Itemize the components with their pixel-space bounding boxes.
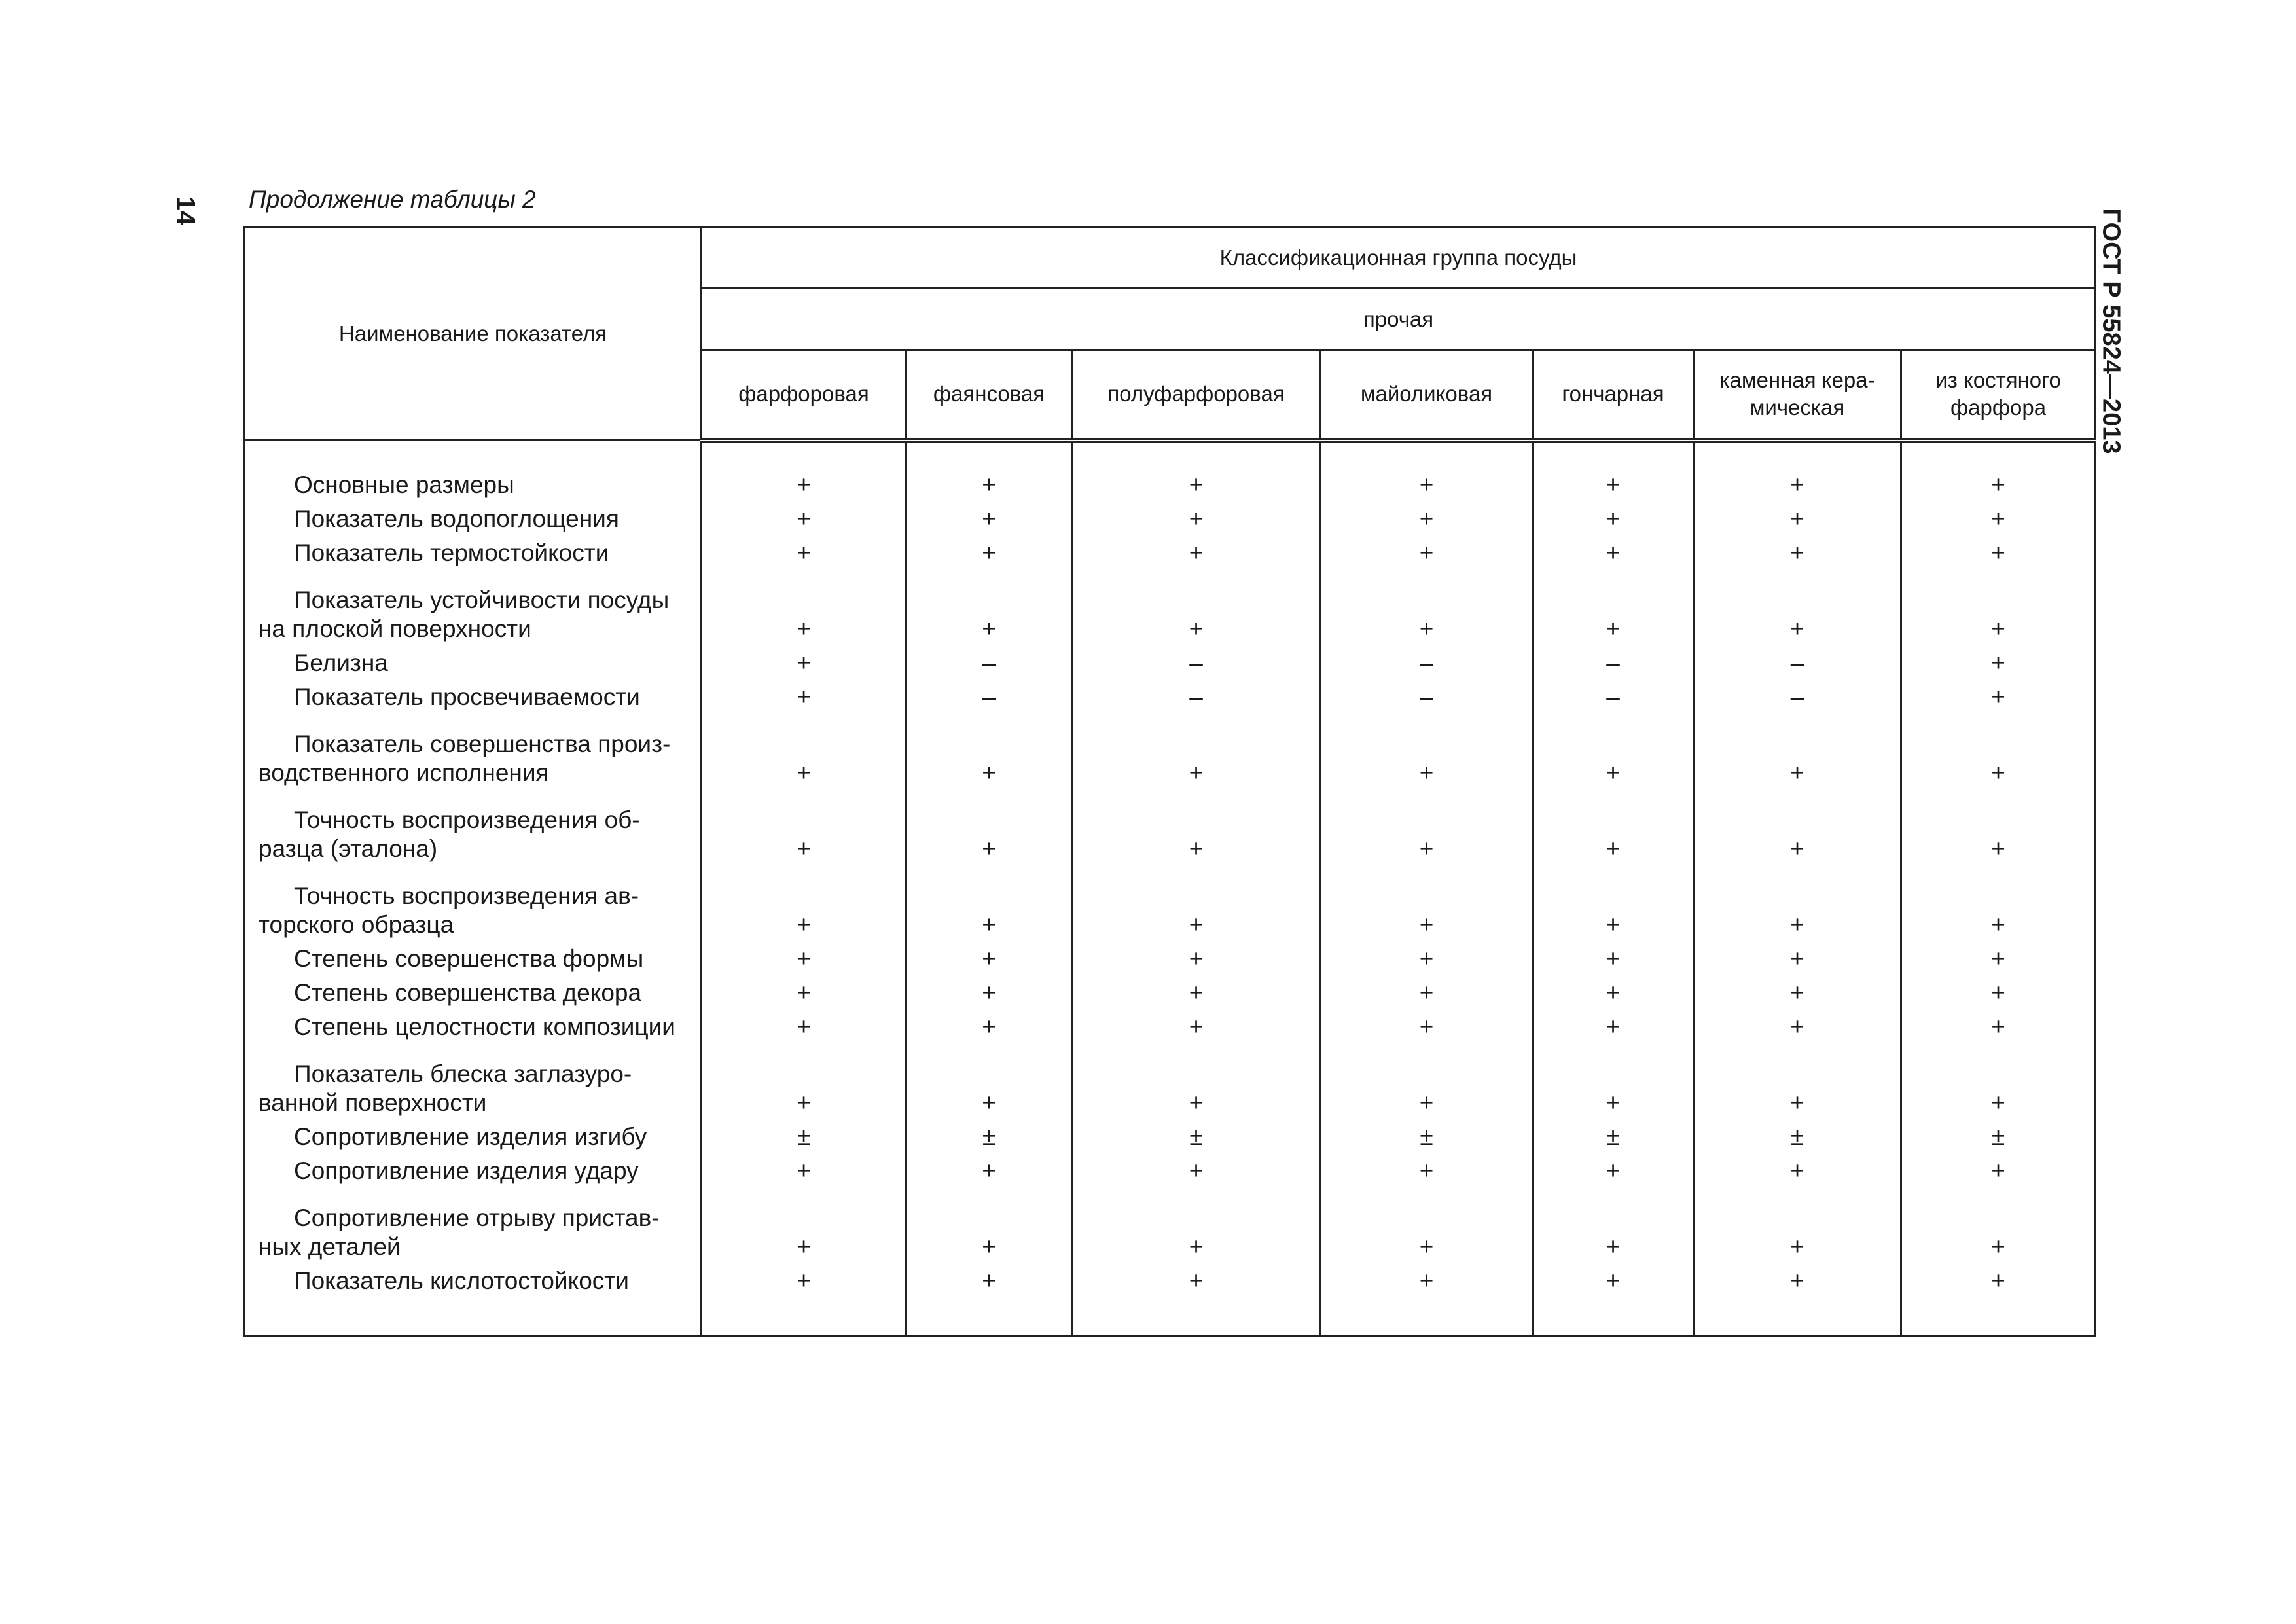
applicability-mark: ± — [1694, 1120, 1901, 1154]
indicator-name: Показатель совершенства произ-водственного исполнения — [245, 714, 702, 790]
indicator-name: Белизна — [245, 646, 702, 680]
column-header: фарфоровая — [702, 350, 906, 441]
applicability-mark: + — [1694, 790, 1901, 866]
applicability-mark: – — [1072, 646, 1321, 680]
applicability-mark: + — [1533, 1010, 1694, 1044]
applicability-mark: – — [906, 646, 1072, 680]
column-header: каменная кера-мическая — [1694, 350, 1901, 441]
table-row — [245, 790, 2096, 866]
indicators-table — [243, 226, 2096, 1337]
applicability-mark: + — [1901, 646, 2096, 680]
applicability-mark: + — [1321, 790, 1533, 866]
applicability-mark: ± — [1533, 1120, 1694, 1154]
applicability-mark: + — [906, 1044, 1072, 1120]
applicability-mark: + — [906, 536, 1072, 570]
page-number: 14 — [171, 196, 200, 226]
indicator-name: Показатель блеска заглазуро-ванной поверхности — [245, 1044, 702, 1120]
applicability-mark: + — [1901, 1010, 2096, 1044]
applicability-mark: + — [1694, 714, 1901, 790]
applicability-mark: + — [1072, 1264, 1321, 1336]
applicability-mark: + — [1901, 1264, 2096, 1336]
applicability-mark: + — [1901, 536, 2096, 570]
applicability-mark: – — [1694, 680, 1901, 714]
table-caption: Продолжение таблицы 2 — [249, 186, 536, 213]
applicability-mark: + — [702, 570, 906, 646]
applicability-mark: + — [1901, 570, 2096, 646]
applicability-mark: + — [702, 1154, 906, 1188]
applicability-mark: + — [1321, 1188, 1533, 1264]
table-row — [245, 976, 2096, 1010]
applicability-mark: + — [1694, 1010, 1901, 1044]
indicator-name: Степень целостности композиции — [245, 1010, 702, 1044]
applicability-mark: + — [1901, 441, 2096, 502]
applicability-mark: + — [1533, 1044, 1694, 1120]
indicator-name: Сопротивление отрыву пристав-ных деталей — [245, 1188, 702, 1264]
applicability-mark: + — [1694, 1154, 1901, 1188]
applicability-mark: + — [1533, 942, 1694, 976]
applicability-mark: + — [1901, 502, 2096, 536]
applicability-mark: + — [906, 714, 1072, 790]
applicability-mark: + — [1901, 714, 2096, 790]
table-row — [245, 502, 2096, 536]
applicability-mark: – — [1694, 646, 1901, 680]
applicability-mark: + — [1694, 570, 1901, 646]
applicability-mark: + — [702, 976, 906, 1010]
applicability-mark: + — [1321, 502, 1533, 536]
applicability-mark: + — [702, 714, 906, 790]
column-header: полуфарфоровая — [1072, 350, 1321, 441]
applicability-mark: + — [1901, 1044, 2096, 1120]
table-row — [245, 536, 2096, 570]
indicator-name: Точность воспроизведения ав-торского образца — [245, 866, 702, 942]
indicator-name: Показатель кислотостойкости — [245, 1264, 702, 1336]
applicability-mark: + — [906, 1188, 1072, 1264]
table-row — [245, 441, 2096, 502]
indicator-name: Показатель водопоглощения — [245, 502, 702, 536]
applicability-mark: + — [1694, 536, 1901, 570]
table-row — [245, 1154, 2096, 1188]
applicability-mark: + — [1694, 1044, 1901, 1120]
applicability-mark: + — [1321, 441, 1533, 502]
applicability-mark: + — [1072, 866, 1321, 942]
applicability-mark: + — [906, 866, 1072, 942]
applicability-mark: + — [702, 441, 906, 502]
applicability-mark: + — [1694, 866, 1901, 942]
table-row — [245, 646, 2096, 680]
applicability-mark: + — [1694, 1264, 1901, 1336]
applicability-mark: + — [1321, 866, 1533, 942]
applicability-mark: + — [1321, 942, 1533, 976]
applicability-mark: + — [1321, 714, 1533, 790]
table-row — [245, 866, 2096, 942]
indicator-name: Показатель устойчивости посуды на плоской поверхности — [245, 570, 702, 646]
applicability-mark: + — [906, 1154, 1072, 1188]
applicability-mark: + — [1901, 1154, 2096, 1188]
applicability-mark: + — [702, 680, 906, 714]
applicability-mark: + — [1694, 1188, 1901, 1264]
applicability-mark: ± — [906, 1120, 1072, 1154]
applicability-mark: + — [702, 536, 906, 570]
applicability-mark: + — [1321, 1264, 1533, 1336]
applicability-mark: ± — [1072, 1120, 1321, 1154]
applicability-mark: + — [1533, 536, 1694, 570]
applicability-mark: + — [906, 942, 1072, 976]
table-row — [245, 1264, 2096, 1336]
applicability-mark: + — [906, 570, 1072, 646]
applicability-mark: + — [906, 502, 1072, 536]
applicability-mark: ± — [1901, 1120, 2096, 1154]
applicability-mark: + — [702, 866, 906, 942]
applicability-mark: + — [1321, 976, 1533, 1010]
applicability-mark: + — [906, 1264, 1072, 1336]
indicator-name: Основные размеры — [245, 441, 702, 502]
applicability-mark: + — [1533, 790, 1694, 866]
table-row — [245, 570, 2096, 646]
applicability-mark: + — [1901, 976, 2096, 1010]
subgroup-header: прочая — [702, 289, 2096, 350]
table-row — [245, 1010, 2096, 1044]
table-row — [245, 1120, 2096, 1154]
applicability-mark: + — [1533, 502, 1694, 536]
applicability-mark: + — [1694, 976, 1901, 1010]
applicability-mark: + — [1533, 714, 1694, 790]
applicability-mark: + — [1533, 1264, 1694, 1336]
applicability-mark: + — [702, 790, 906, 866]
column-header: из костяного фарфора — [1901, 350, 2096, 441]
applicability-mark: + — [1533, 570, 1694, 646]
indicator-name: Точность воспроизведения об-разца (эталона) — [245, 790, 702, 866]
applicability-mark: – — [1533, 646, 1694, 680]
applicability-mark: + — [1072, 441, 1321, 502]
table-row — [245, 1044, 2096, 1120]
applicability-mark: + — [1694, 441, 1901, 502]
applicability-mark: + — [702, 502, 906, 536]
applicability-mark: + — [1072, 942, 1321, 976]
applicability-mark: + — [1533, 1188, 1694, 1264]
applicability-mark: + — [1901, 866, 2096, 942]
applicability-mark: + — [1694, 502, 1901, 536]
indicator-header: Наименование показателя — [245, 227, 702, 441]
applicability-mark: + — [1321, 1010, 1533, 1044]
applicability-mark: + — [1533, 441, 1694, 502]
applicability-mark: + — [1072, 790, 1321, 866]
applicability-mark: + — [1072, 570, 1321, 646]
applicability-mark: + — [702, 942, 906, 976]
applicability-mark: + — [906, 441, 1072, 502]
indicator-name: Степень совершенства формы — [245, 942, 702, 976]
applicability-mark: + — [1901, 680, 2096, 714]
applicability-mark: + — [702, 1264, 906, 1336]
applicability-mark: + — [906, 1010, 1072, 1044]
applicability-mark: + — [1072, 1010, 1321, 1044]
applicability-mark: ± — [702, 1120, 906, 1154]
applicability-mark: + — [702, 1010, 906, 1044]
column-header: фаянсовая — [906, 350, 1072, 441]
applicability-mark: + — [1321, 1154, 1533, 1188]
applicability-mark: + — [702, 646, 906, 680]
indicator-name: Степень совершенства декора — [245, 976, 702, 1010]
applicability-mark: + — [1072, 1188, 1321, 1264]
column-header: гончарная — [1533, 350, 1694, 441]
applicability-mark: + — [1072, 1044, 1321, 1120]
applicability-mark: + — [1533, 1154, 1694, 1188]
applicability-mark: + — [702, 1188, 906, 1264]
applicability-mark: – — [1321, 646, 1533, 680]
applicability-mark: + — [1321, 570, 1533, 646]
applicability-mark: + — [1072, 502, 1321, 536]
table-row — [245, 680, 2096, 714]
applicability-mark: – — [1072, 680, 1321, 714]
indicator-name: Сопротивление изделия удару — [245, 1154, 702, 1188]
column-header: майоликовая — [1321, 350, 1533, 441]
standard-code: ГОСТ Р 55824—2013 — [2097, 208, 2125, 454]
applicability-mark: + — [906, 976, 1072, 1010]
applicability-mark: + — [1072, 1154, 1321, 1188]
applicability-mark: – — [1533, 680, 1694, 714]
indicator-name: Показатель просвечиваемости — [245, 680, 702, 714]
applicability-mark: – — [906, 680, 1072, 714]
applicability-mark: + — [1072, 536, 1321, 570]
applicability-mark: + — [1901, 942, 2096, 976]
indicator-name: Показатель термостойкости — [245, 536, 702, 570]
table-row — [245, 714, 2096, 790]
table-row — [245, 942, 2096, 976]
applicability-mark: + — [1694, 942, 1901, 976]
table-row — [245, 1188, 2096, 1264]
applicability-mark: + — [702, 1044, 906, 1120]
indicator-name: Сопротивление изделия изгибу — [245, 1120, 702, 1154]
applicability-mark: + — [1901, 790, 2096, 866]
applicability-mark: + — [906, 790, 1072, 866]
applicability-mark: + — [1533, 976, 1694, 1010]
applicability-mark: + — [1321, 536, 1533, 570]
applicability-mark: + — [1901, 1188, 2096, 1264]
applicability-mark: ± — [1321, 1120, 1533, 1154]
applicability-mark: + — [1533, 866, 1694, 942]
applicability-mark: + — [1321, 1044, 1533, 1120]
group-header: Классификационная группа посуды — [702, 227, 2096, 289]
applicability-mark: – — [1321, 680, 1533, 714]
applicability-mark: + — [1072, 714, 1321, 790]
applicability-mark: + — [1072, 976, 1321, 1010]
